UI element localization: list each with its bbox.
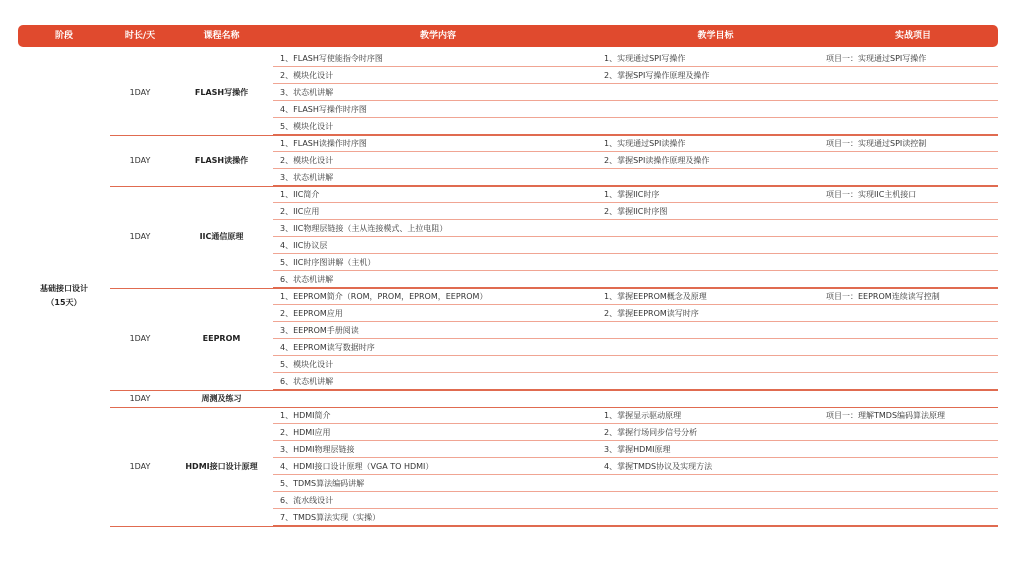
goal-cell: 1、实现通过SPI读操作 [604,139,686,148]
course-duration: 1DAY [129,232,151,241]
header-course-name: 课程名称 [203,31,240,41]
content-cell: 1、IIC简介 [280,190,320,199]
table-row [273,305,998,322]
table-row [273,186,998,203]
content-cell: 3、HDMI物理层链接 [280,445,355,454]
content-cell: 4、EEPROM读写数据时序 [280,343,375,352]
content-cell: 5、模块化设计 [280,360,334,369]
project-cell: 项目一：理解TMDS编码算法原理 [826,411,946,420]
goal-cell: 1、实现通过SPI写操作 [604,54,686,63]
table-row [273,407,998,424]
table-row [273,84,998,101]
content-cell: 2、HDMI应用 [280,428,331,437]
content-cell: 2、IIC应用 [280,207,320,216]
header-duration: 时长/天 [124,31,156,41]
content-cell: 3、状态机讲解 [280,88,334,97]
content-cell: 6、状态机讲解 [280,377,334,386]
course-divider [110,390,998,391]
course-name: IIC通信原理 [199,232,244,241]
content-cell: 5、TDMS算法编码讲解 [280,479,365,488]
table-row [273,288,998,305]
stage-duration: （15天） [46,298,82,307]
goal-cell: 1、掌握IIC时序 [604,190,660,199]
goal-cell: 1、掌握EEPROM概念及原理 [604,292,707,301]
course-name: HDMI接口设计原理 [185,461,258,471]
content-cell: 4、HDMI接口设计原理（VGA TO HDMI） [280,462,434,471]
stage-cell [18,282,110,310]
table-row [273,441,998,458]
table-row [273,475,998,492]
course-name: FLASH读操作 [194,155,249,165]
goal-cell: 2、掌握SPI写操作原理及操作 [604,71,710,80]
content-cell: 1、HDMI简介 [280,411,331,420]
content-cell: 3、IIC物理层链接（主从连接模式、上拉电阻） [280,224,448,233]
project-cell: 项目一：实现通过SPI写操作 [826,54,927,63]
course-name: 周测及练习 [201,393,242,403]
content-cell: 5、IIC时序图讲解（主机） [280,258,376,267]
content-cell: 1、FLASH写使能指令时序图 [280,54,383,63]
course-divider [110,526,998,527]
table-row [273,492,998,509]
table-row [273,339,998,356]
content-cell: 6、流水线设计 [280,496,334,505]
goal-cell: 3、掌握HDMI原理 [604,445,671,454]
course-name: EEPROM [202,334,241,343]
content-cell: 5、模块化设计 [280,122,334,131]
table-row [273,254,998,271]
content-cell: 3、状态机讲解 [280,173,334,182]
content-cell: 3、EEPROM手册阅读 [280,326,359,335]
table-row [273,271,998,288]
table-row [273,322,998,339]
goal-cell: 2、掌握行场同步信号分析 [604,428,698,437]
project-cell: 项目一：实现IIC主机接口 [826,190,917,199]
table-row [273,101,998,118]
content-cell: 7、TMDS算法实现（实操） [280,513,381,522]
table-row [273,169,998,186]
table-row [273,356,998,373]
course-duration: 1DAY [129,393,151,403]
goal-cell: 4、掌握TMDS协议及实现方法 [604,462,713,471]
header-project: 实战项目 [894,31,931,41]
project-cell: 项目一：实现通过SPI读控制 [826,139,927,148]
goal-cell: 2、掌握IIC时序图 [604,207,668,216]
content-cell: 4、IIC协议层 [280,241,328,250]
header-teaching-goal: 教学目标 [697,31,734,41]
table-row [273,152,998,169]
course-duration: 1DAY [129,87,151,97]
content-cell: 2、EEPROM应用 [280,309,343,318]
table-row [273,373,998,390]
course-duration: 1DAY [129,334,151,343]
course-duration: 1DAY [129,461,151,471]
table-row [273,50,998,67]
project-cell: 项目一：EEPROM连续读写控制 [826,292,940,301]
table-row [273,118,998,135]
goal-cell: 2、掌握EEPROM读写时序 [604,309,699,318]
table-row [273,203,998,220]
table-row [273,237,998,254]
content-cell: 1、EEPROM简介（ROM，PROM，EPROM，EEPROM） [280,292,488,301]
content-cell: 4、FLASH写操作时序图 [280,105,367,114]
header-teaching-content: 教学内容 [419,31,456,41]
table-row [273,509,998,526]
content-cell: 2、模块化设计 [280,71,334,80]
table-row [273,220,998,237]
table-row [273,424,998,441]
goal-cell: 2、掌握SPI读操作原理及操作 [604,156,710,165]
goal-cell: 1、掌握显示驱动原理 [604,411,682,420]
table-row [273,458,998,475]
table-row [273,135,998,152]
content-cell: 2、模块化设计 [280,156,334,165]
course-duration: 1DAY [129,155,151,165]
content-cell: 1、FLASH读操作时序图 [280,139,367,148]
stage-name: 基础接口设计 [40,284,88,293]
content-cell: 6、状态机讲解 [280,275,334,284]
course-name: FLASH写操作 [194,87,249,97]
header-stage: 阶段 [54,31,73,41]
table-row [273,67,998,84]
